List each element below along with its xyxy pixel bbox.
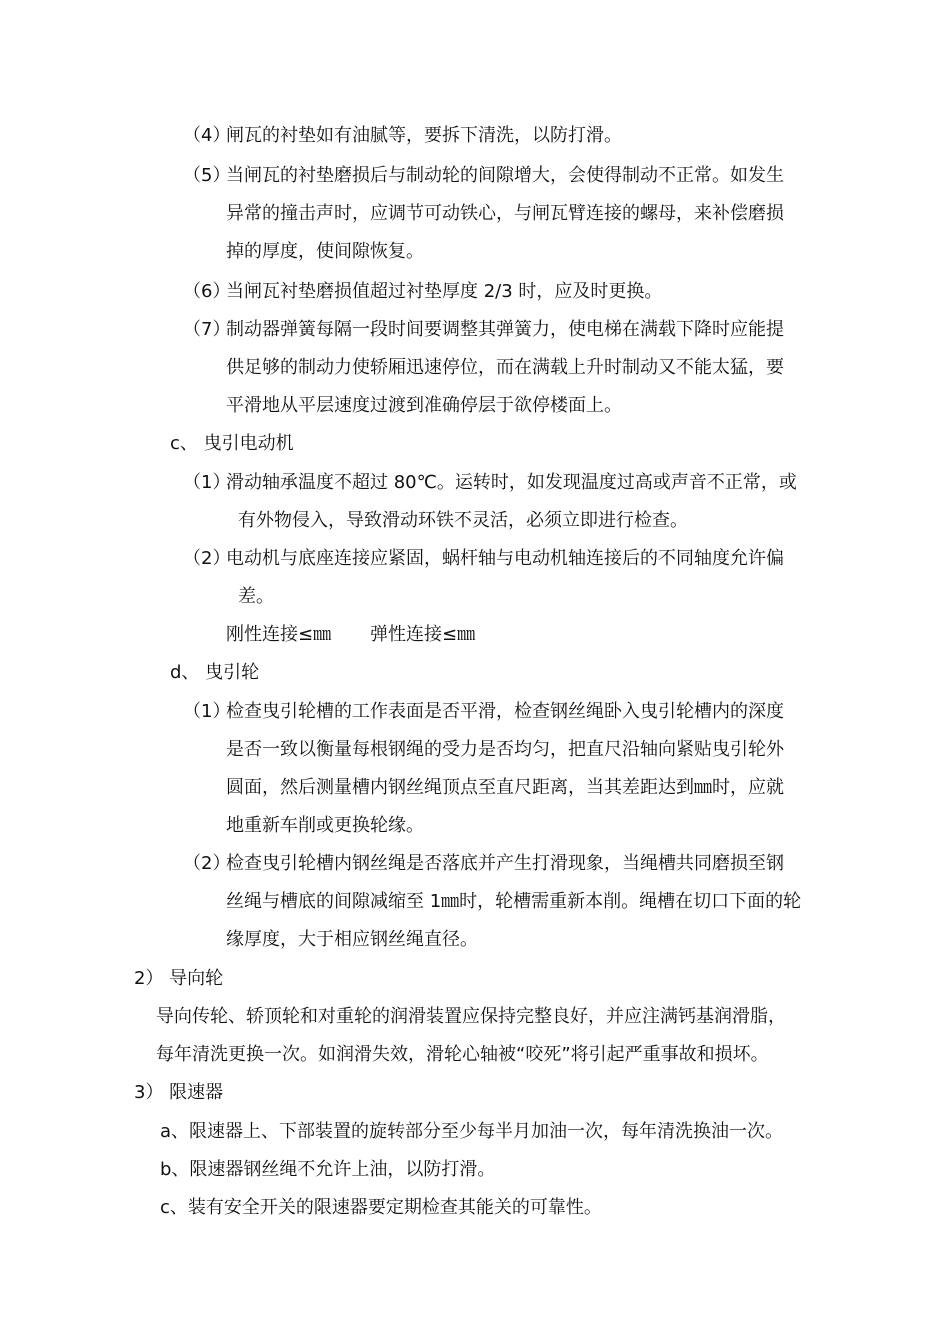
item-number: （1）: [183, 472, 231, 493]
paragraph-line: 滑动轴承温度不超过 80℃。运转时，如发现温度过高或声音不正常，或: [226, 472, 797, 493]
paragraph-line: 制动器弹簧每隔一段时间要调整其弹簧力，使电梯在满载下降时应能提: [226, 319, 784, 340]
paragraph-line: 当闸瓦的衬垫磨损后与制动轮的间隙增大，会使得制动不正常。如发生: [226, 165, 784, 186]
section-heading: 3） 限速器: [134, 1082, 224, 1103]
item-number: （1）: [183, 701, 231, 722]
paragraph-line: 地重新车削或更换轮缘。: [226, 815, 424, 836]
section-heading: 2） 导向轮: [134, 968, 224, 989]
item-number: （7）: [183, 319, 231, 340]
paragraph-line: 闸瓦的衬垫如有油腻等，要拆下清洗，以防打滑。: [226, 125, 622, 146]
paragraph-line: 有外物侵入，导致滑动环铁不灵活，必须立即进行检查。: [238, 510, 688, 531]
paragraph-line: 丝绳与槽底的间隙减缩至 1㎜时，轮槽需重新本削。绳槽在切口下面的轮: [226, 891, 802, 912]
item-number: （6）: [183, 281, 231, 302]
elastic-connection: 弹性连接≤㎜: [370, 624, 476, 645]
section-heading: c、 曳引电动机: [170, 433, 294, 454]
paragraph-line: 当闸瓦衬垫磨损值超过衬垫厚度 2/3 时，应及时更换。: [226, 281, 663, 302]
item-number: （5）: [183, 165, 231, 186]
paragraph-line: b、限速器钢丝绳不允许上油，以防打滑。: [160, 1159, 496, 1180]
paragraph-line: 差。: [238, 586, 274, 607]
paragraph-line: 电动机与底座连接应紧固，蜗杆轴与电动机轴连接后的不同轴度允许偏: [226, 548, 784, 569]
paragraph-line: 检查曳引轮槽内钢丝绳是否落底并产生打滑现象，当绳槽共同磨损至钢: [226, 853, 784, 874]
paragraph-line: c、装有安全开关的限速器要定期检查其能关的可靠性。: [160, 1197, 602, 1218]
item-number: （4）: [183, 125, 231, 146]
paragraph-line: 导向传轮、轿顶轮和对重轮的润滑装置应保持完整良好，并应注满钙基润滑脂，: [156, 1006, 786, 1027]
paragraph-line: 供足够的制动力使轿厢迅速停位，而在满载上升时制动又不能太猛，要: [226, 357, 784, 378]
paragraph-line: 平滑地从平层速度过渡到准确停层于欲停楼面上。: [226, 395, 622, 416]
paragraph-line: 异常的撞击声时，应调节可动铁心，与闸瓦臂连接的螺母，来补偿磨损: [226, 203, 784, 224]
rigid-connection: 刚性连接≤㎜: [226, 624, 332, 645]
item-number: （2）: [183, 853, 231, 874]
paragraph-line: 掉的厚度，使间隙恢复。: [226, 241, 424, 262]
paragraph-line: 圆面，然后测量槽内钢丝绳顶点至直尺距离，当其差距达到㎜时，应就: [226, 777, 784, 798]
paragraph-line: 每年清洗更换一次。如润滑失效，滑轮心轴被“咬死”将引起严重事故和损坏。: [156, 1044, 769, 1065]
section-heading: d、 曳引轮: [170, 662, 260, 683]
paragraph-line: 缘厚度，大于相应钢丝绳直径。: [226, 929, 478, 950]
paragraph-line: a、限速器上、下部装置的旋转部分至少每半月加油一次，每年清洗换油一次。: [160, 1121, 784, 1142]
paragraph-line: 检查曳引轮槽的工作表面是否平滑，检查钢丝绳卧入曳引轮槽内的深度: [226, 701, 784, 722]
item-number: （2）: [183, 548, 231, 569]
paragraph-line: 是否一致以衡量每根钢绳的受力是否均匀，把直尺沿轴向紧贴曳引轮外: [226, 739, 784, 760]
